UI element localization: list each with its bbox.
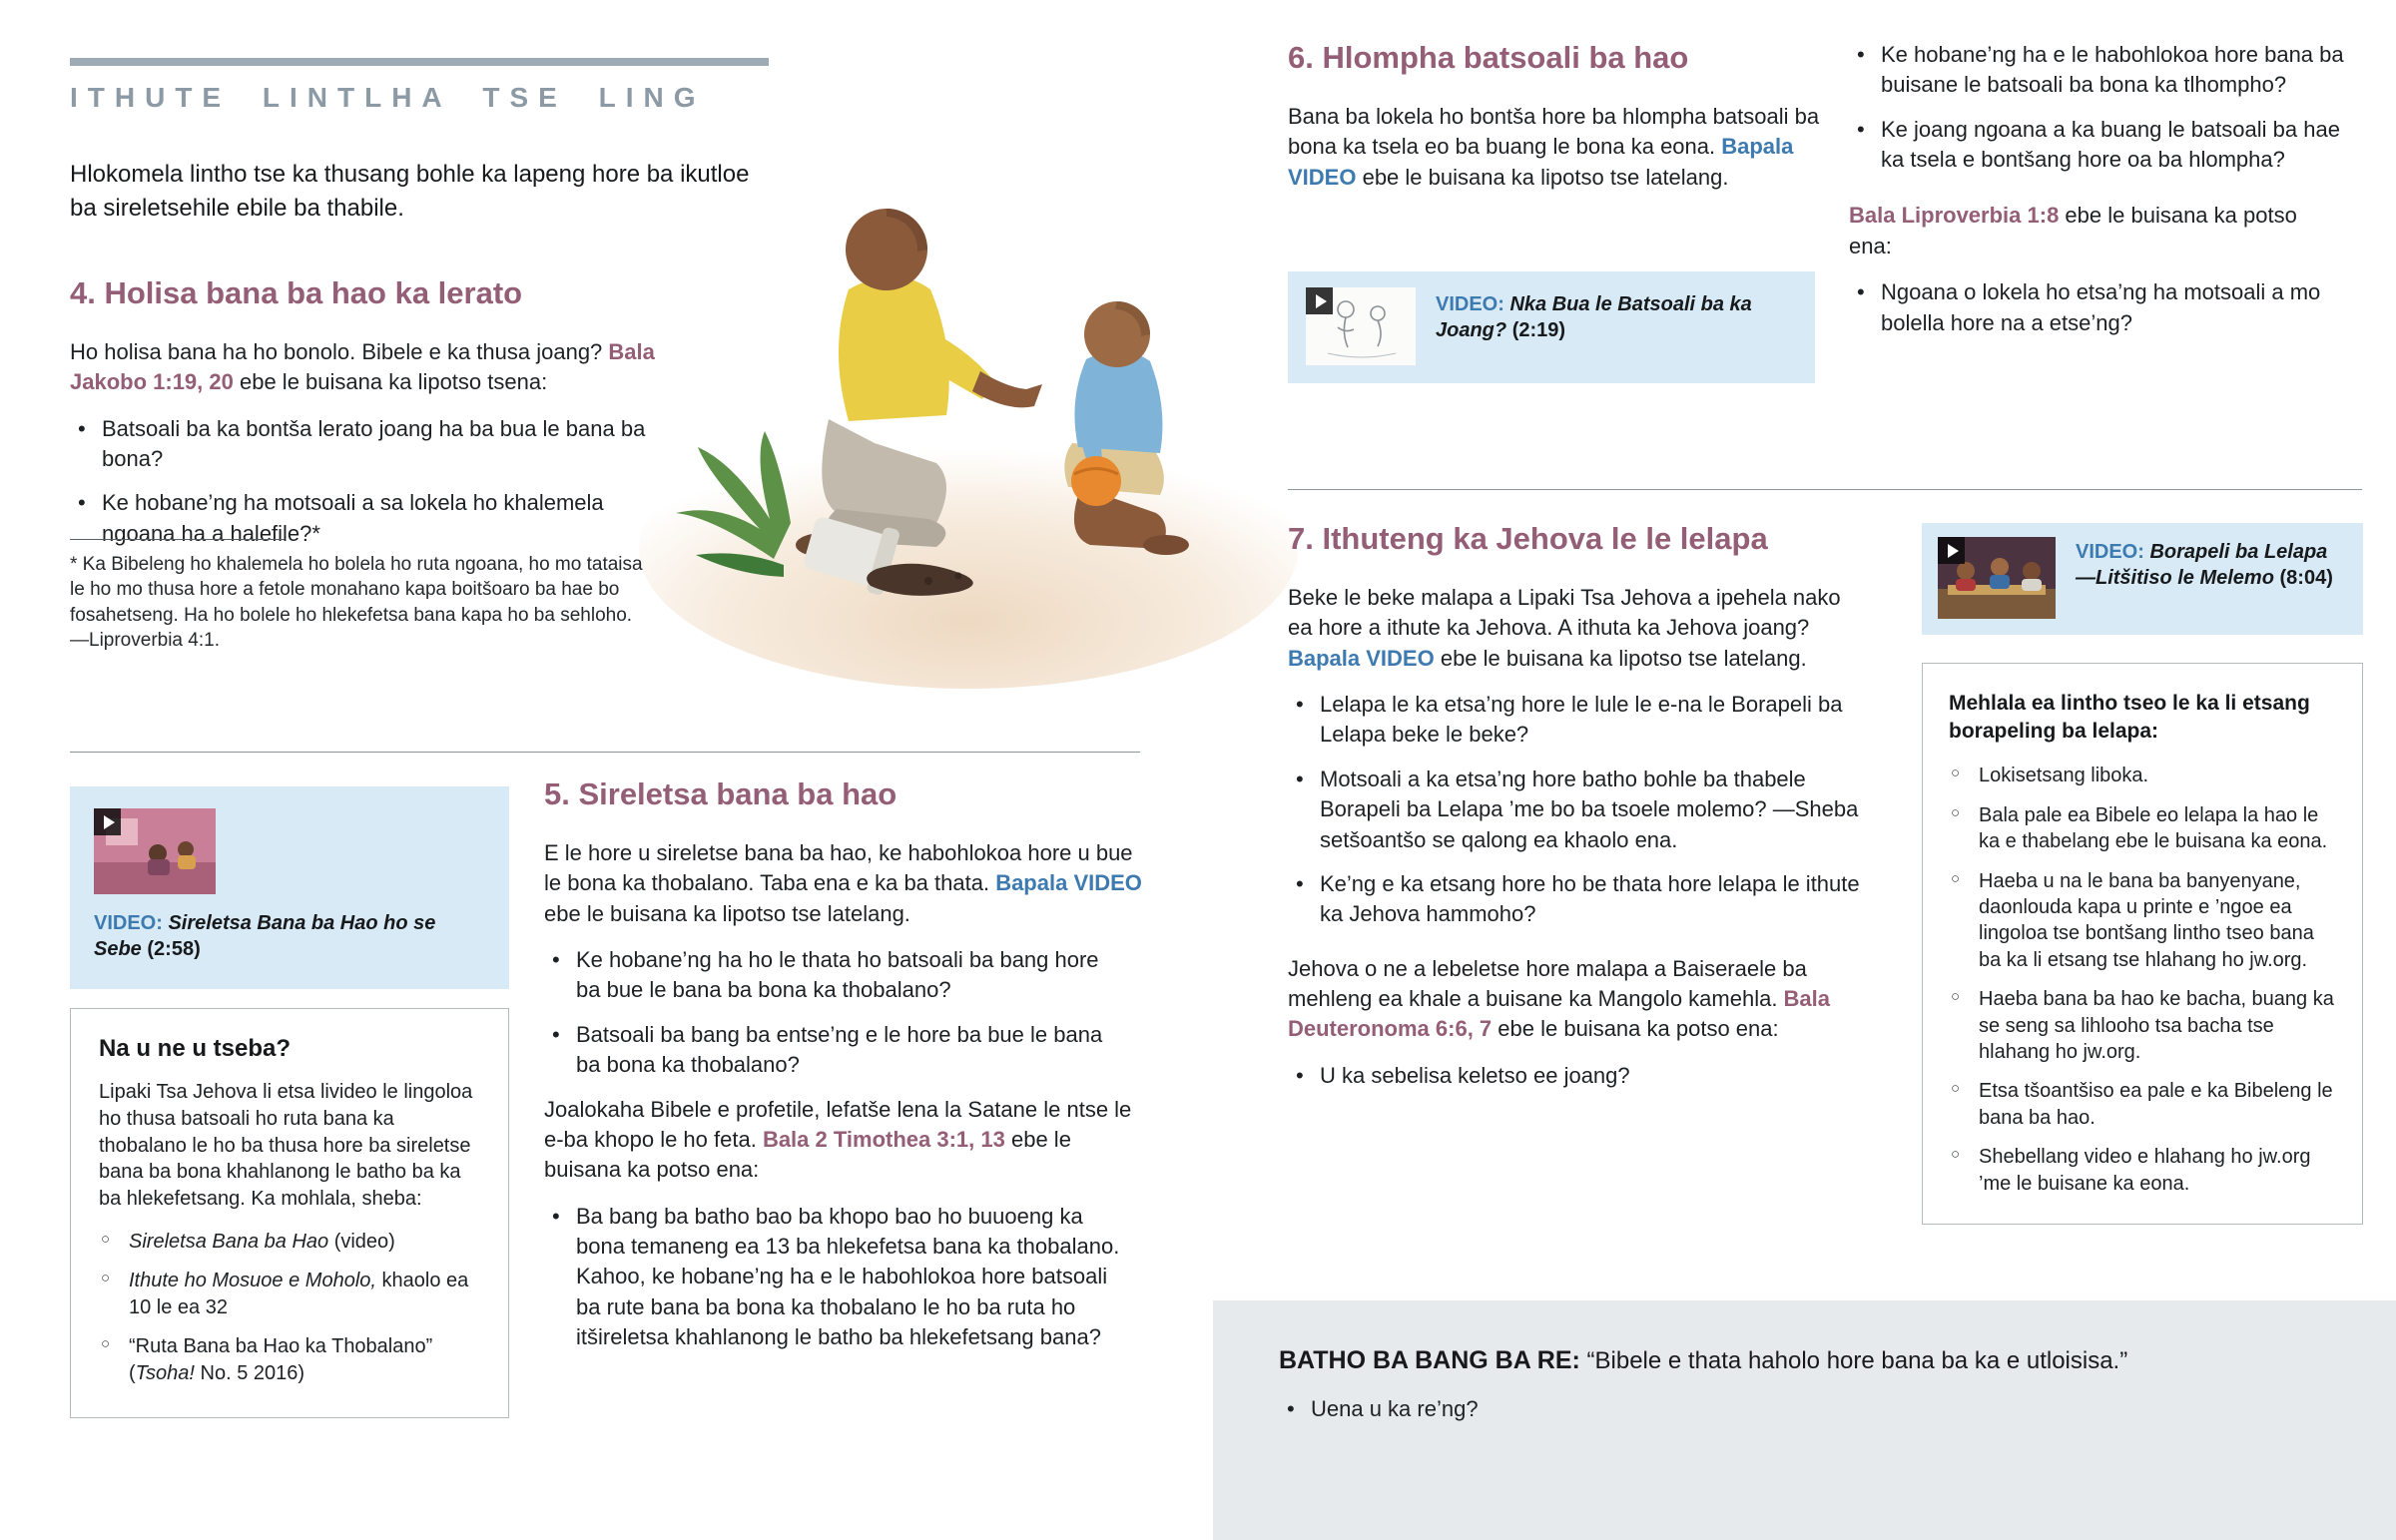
scripture-link-deuteronoma[interactable]: Bala Deuteronoma 6:6, 7 [1288,985,1831,1042]
section-6 [1288,40,1832,209]
list-item: ○ Lokisetsang liboka. [1949,763,2336,788]
list-item: ○ Haeba bana ba hao ke bacha, buang ka se seng sa lihlooho tsa bacha tse hlahang ho jw.org. [1949,986,2336,1065]
video-caption [2076,537,2343,592]
item-title-italic: Ithute ho Mosuoe e Moholo, [129,1270,376,1292]
question-item: • Ba bang ba batho bao ba khopo bao ho buuoeng ka bona temaneng ea 13 ba hlekefetsa bana ka thobalano. Kahoo, ke hobane’ng ha e le habohlokoa hore batsoali ba rute bana ba bona ka thobalano le ho ba ruta ho itšireletsa khahlanong le batho ba hlekefetsang bana? [544,1202,1123,1353]
question-item: • Lelapa le ka etsa’ng hore le lule le e-na le Borapeli ba Lelapa beke le beke? [1288,690,1869,751]
kicker-title: ITHUTE LINTLHA TSE LING [70,82,706,113]
did-you-know-list [99,1229,480,1386]
scripture-link-timothea[interactable]: Bala 2 Timothea 3:1, 13 [762,1126,1005,1152]
video-card-borapeli [1922,523,2363,635]
play-icon[interactable] [1306,287,1333,314]
video-title: Borapeli ba Lelapa —Litšitiso le Melemo [2076,541,2328,590]
did-you-know-title: Na u ne u tseba? [99,1035,292,1062]
section-5-title: 5. Sireletsa bana ba hao [544,776,898,811]
item-title-italic: Sireletsa Bana ba Hao [129,1230,329,1253]
paragraph-text: ebe le buisana ka lipotso tsena: [233,369,548,395]
others-say-box [1213,1300,2396,1540]
others-say-line [1279,1344,2326,1378]
footnote [70,539,647,653]
paragraph-text: ebe le buisana ka lipotso tse latelang. [1356,164,1729,190]
paragraph-text: Beke le beke malapa a Lipaki Tsa Jehova a ipehela nako ea hore a ithute ka Jehova. A ithuta ka Jehova joang? [1288,585,1841,641]
footnote-text: * Ka Bibeleng ho khalemela ho bolela ho ruta ngoana, ho mo tataisa le ho mo thusa hore a fetole monahano kapa boitšoaro ba hae bo fosahetseng. Ha ho bolele ho hlekefetsa bana kapa ho ba sehloho. —Liproverbia 4:1. [70,554,643,651]
section-5-questions [544,945,1149,1080]
section-4-questions [70,414,749,549]
question-item: • Ke hobane’ng ha e le habohlokoa hore bana ba buisane le batsoali ba bona ka tlhompho? [1849,40,2366,101]
question-item: • Ke hobane’ng ha ho le thata ho batsoali ba bang hore ba bue le bana ba bona ka thobalano? [544,945,1123,1006]
paragraph-text: E le hore u sireletse bana ba hao, ke habohlokoa hore u bue le bona ka thobalano. Taba ena e ka ba thata. [544,840,1133,896]
play-triangle-icon [1316,294,1327,308]
video-card-nka-bua [1288,271,1815,383]
question-item: • Motsoali a ka etsa’ng hore batho bohle ba thabele Borapeli ba Lelapa ’me bo ba tsoele molemo? —Sheba setšoantšo se qalong ea khaolo ena. [1288,765,1869,855]
section-4-title: 4. Holisa bana ba hao ka lerato [70,275,523,310]
section-6-paragraph [1288,102,1832,193]
video-label: VIDEO: [2076,541,2144,563]
item-rest: khaolo ea 10 le ea 32 [129,1270,469,1318]
list-item [99,1268,480,1320]
section-7-title: 7. Ithuteng ka Jehova le le lelapa [1288,521,1768,556]
worship-box-title: Mehlala ea lintho tseo le ka li etsang borapeling ba lelapa: [1949,692,2310,743]
section-5-paragraph-2 [544,1095,1149,1186]
family-worship-ideas-box [1922,663,2363,1225]
paragraph-text: Jehova o ne a lebeletse hore malapa a Baiseraele ba mehleng ea khale a buisane ka Mangolo kamehla. [1288,955,1807,1011]
paragraph-text: Bana ba lokela ho bontša hore ba hlompha batsoali ba bona ka tsela eo ba buang le bona ka eona. [1288,104,1820,160]
section-6-paragraph-2 [1849,201,2322,261]
paragraph-text: ebe le buisana ka lipotso tse latelang. [544,900,910,926]
play-video-link[interactable]: Bapala VIDEO [995,870,1142,896]
intro-text: Hlokomela lintho tse ka thusang bohle ka lapeng hore ba ikutloe ba sireletsehile ebile ba thabile. [70,161,750,222]
section-6-right-column [1849,40,2366,352]
list-item: ○ Bala pale ea Bibele eo lelapa la hao le ka e thabelang ebe le buisana ka eona. [1949,802,2336,855]
list-item: ○ Etsa tšoantšiso ea pale e ka Bibeleng le bana ba hao. [1949,1078,2336,1131]
section-7-paragraph-2 [1288,954,1869,1045]
question-item: • Ke joang ngoana a ka buang le batsoali ba hae ka tsela e bontšang hore oa ba hlompha? [1849,115,2366,176]
video-caption [94,910,485,963]
kicker-rule [70,58,769,66]
worship-ideas-list [1949,763,2336,1196]
question-item: • U ka sebelisa keletso ee joang? [1288,1061,1869,1091]
list-item [99,1229,480,1255]
video-duration: (2:19) [1511,319,1566,342]
section-7 [1288,521,1869,1105]
play-triangle-icon [104,815,115,829]
did-you-know-body: Lipaki Tsa Jehova li etsa livideo le lingoloa ho thusa batsoali ho ruta bana ka thobalano le ho ba thusa hore ba sireletse bana ba bona khahlanong le batho ba ka ba hlekefetsang. Ka mohlala, sheba: [99,1081,473,1211]
video-duration: (2:58) [147,938,201,961]
list-item: ○ Haeba u na le bana ba banyenyane, daonlouda kapa u printe e ’ngoe ea lingoloa tse bontšang lintho tseo bana ba ka li etsang tse hlahang ho jw.org. [1949,868,2336,974]
video-thumbnail[interactable] [94,808,485,894]
did-you-know-box [70,1008,509,1418]
page-divider [70,752,1140,753]
item-pre: “Ruta Bana ba Hao ka Thobalano” ( [129,1335,433,1384]
video-label: VIDEO: [94,912,163,934]
section-4-paragraph [70,337,699,398]
page-divider [1288,489,2362,490]
question-item: • Ngoana o lokela ho etsa’ng ha motsoali a mo bolella hore na a etse’ng? [1849,277,2366,338]
video-duration: (8:04) [2279,567,2333,590]
section-7-question-2 [1288,1061,1869,1091]
paragraph-text: Ho holisa bana ha ho bonolo. Bibele e ka thusa joang? [70,339,609,364]
section-6-questions [1849,40,2366,175]
section-6-title: 6. Hlompha batsoali ba hao [1288,40,1689,75]
play-video-link[interactable]: Bapala VIDEO [1288,134,1794,190]
play-triangle-icon [1948,544,1959,558]
scripture-link-jakobo[interactable]: Bala Jakobo 1:19, 20 [70,339,655,395]
play-icon[interactable] [1938,537,1965,564]
video-caption [1436,287,1765,344]
scripture-link-liproverbia[interactable]: Bala Liproverbia 1:8 [1849,203,2060,229]
paragraph-text: ebe le buisana ka potso ena: [1492,1016,1779,1042]
question-item: • Batsoali ba bang ba entse’ng e le hore ba bue le bana ba bona ka thobalano? [544,1020,1123,1081]
section-5 [544,776,1149,1366]
others-say-quote: “Bibele e thata haholo hore bana ba ka e utloisisa.” [1579,1347,2128,1374]
section-5-paragraph [544,838,1149,929]
others-say-label: BATHO BA BANG BA RE: [1279,1346,1580,1374]
paragraph-text: ebe le buisana ka lipotso tse latelang. [1434,645,1807,671]
list-item [99,1333,480,1386]
item-rest: (video) [328,1230,395,1253]
play-video-link[interactable]: Bapala VIDEO [1288,645,1435,671]
item-title-italic: Tsoha! [135,1361,195,1384]
question-item: • Ke hobane’ng ha motsoali a sa lokela ho khalemela ngoana ha a halefile?* [70,488,669,549]
list-item: ○ Shebellang video e hlahang ho jw.org ’me le buisane ka eona. [1949,1144,2336,1197]
play-icon[interactable] [94,808,121,835]
section-6-question-2 [1849,277,2366,338]
section-7-paragraph [1288,583,1869,674]
question-item: • Batsoali ba ka bontša lerato joang ha ba bua le bana ba bona? [70,414,669,475]
video-label: VIDEO: [1436,293,1504,315]
video-card-sireletsa [70,786,509,989]
others-say-question-list [1279,1394,2326,1424]
paragraph-text: ebe le buisana ka potso ena: [544,1126,1071,1183]
section-7-questions [1288,690,1869,930]
paragraph-text: ebe le buisana ka potso ena: [1849,203,2297,258]
item-rest: No. 5 2016) [194,1361,305,1384]
paragraph-text: Joalokaha Bibele e profetile, lefatše lena la Satane le ntse le e-ba khopo le ho feta. [544,1096,1132,1152]
video-title: Sireletsa Bana ba Hao ho se Sebe [94,912,436,961]
question-item: • Ke’ng e ka etsang hore ho be thata hore lelapa le ithute ka Jehova hammoho? [1288,869,1869,930]
video-thumbnail[interactable] [1938,537,2056,619]
question-item: • Uena u ka re’ng? [1279,1394,2326,1424]
section-5-question-2 [544,1202,1149,1353]
footnote-rule [70,539,285,540]
video-thumbnail[interactable] [1306,287,1416,365]
section-4 [70,275,749,563]
video-title: Nka Bua le Batsoali ba ka Joang? [1436,293,1752,342]
